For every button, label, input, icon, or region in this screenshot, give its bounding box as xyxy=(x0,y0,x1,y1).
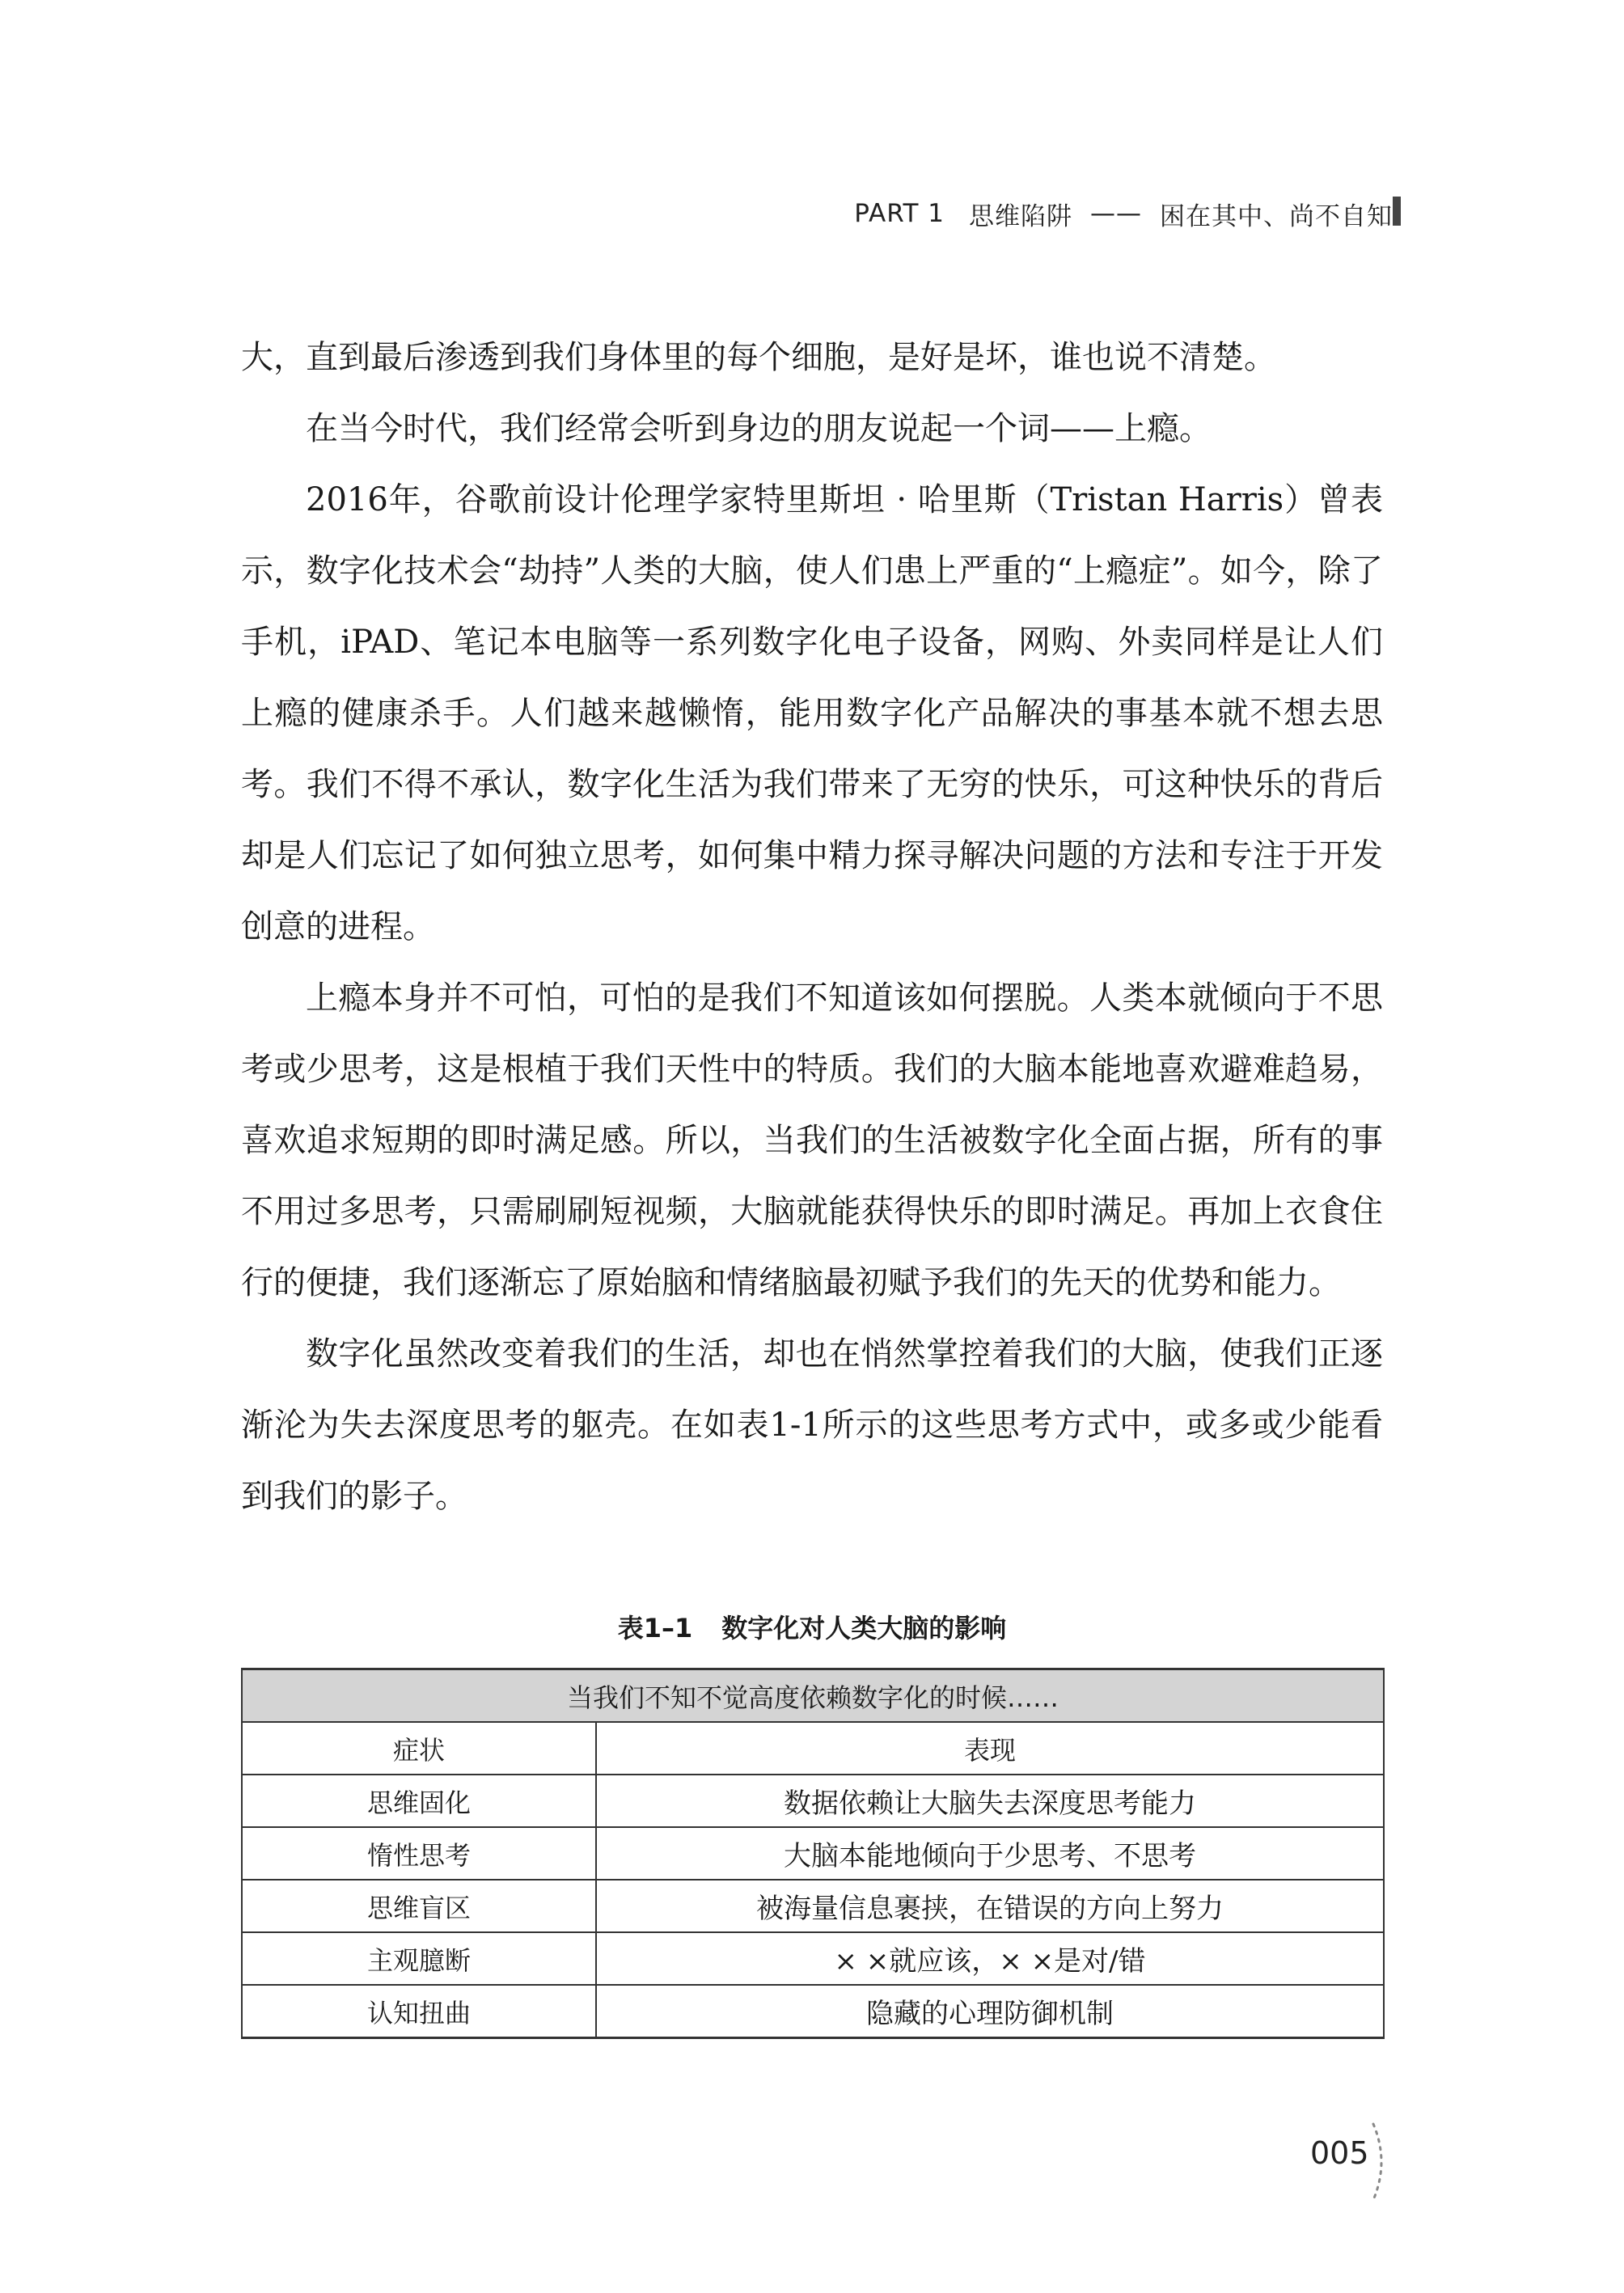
table-header-row xyxy=(242,1722,1384,1775)
paragraph: 数字化虽然改变着我们的生活，却也在悄然掌控着我们的大脑，使我们正逐渐沦为失去深度思考的躯壳。在如表1-1所示的这些思考方式中，或多或少能看到我们的影子。 xyxy=(241,1335,1383,1515)
digital-influence-table xyxy=(241,1668,1385,2039)
symptom-cell: 认知扭曲 xyxy=(242,1985,596,2038)
symptom-cell: 主观臆断 xyxy=(242,1932,596,1985)
paragraph-continued: 大，直到最后渗透到我们身体里的每个细胞，是好是坏，谁也说不清楚。 xyxy=(241,339,1276,376)
table-caption xyxy=(241,1608,1383,1645)
manifestation-cell: 数据依赖让大脑失去深度思考能力 xyxy=(596,1775,1384,1827)
dotted-arc-ornament xyxy=(1368,2117,1393,2206)
table-row xyxy=(242,1827,1384,1880)
header-chapter-title: 思维陷阱 xyxy=(969,201,1072,231)
manifestation-cell: 大脑本能地倾向于少思考、不思考 xyxy=(596,1827,1384,1880)
table-row xyxy=(242,1775,1384,1827)
table-row xyxy=(242,1880,1384,1932)
header-part-label: PART 1 xyxy=(854,199,945,228)
header-manifestation: 表现 xyxy=(596,1722,1384,1775)
manifestation-cell: × ×就应该，× ×是对/错 xyxy=(596,1932,1384,1985)
table-row xyxy=(242,1932,1384,1985)
header-symptom: 症状 xyxy=(242,1722,596,1775)
table-caption-number: 表1–1 xyxy=(617,1613,693,1644)
body-text xyxy=(241,322,1383,1532)
paragraph: 在当今时代，我们经常会听到身边的朋友说起一个词——上瘾。 xyxy=(306,410,1212,447)
page-number: 005 xyxy=(1310,2135,1369,2171)
symptom-cell: 思维盲区 xyxy=(242,1880,596,1932)
symptom-cell: 惰性思考 xyxy=(242,1827,596,1880)
table-title-cell: 当我们不知不觉高度依赖数字化的时候…… xyxy=(242,1669,1384,1723)
header-bar-mark xyxy=(1393,197,1401,226)
table-row xyxy=(242,1985,1384,2038)
header-subtitle: 困在其中、尚不自知 xyxy=(1160,201,1393,231)
table-title-row xyxy=(242,1669,1384,1723)
manifestation-cell: 隐藏的心理防御机制 xyxy=(596,1985,1384,2038)
running-header xyxy=(854,191,1393,236)
symptom-cell: 思维固化 xyxy=(242,1775,596,1827)
manifestation-cell: 被海量信息裹挟，在错误的方向上努力 xyxy=(596,1880,1384,1932)
header-dash: —— xyxy=(1090,199,1142,228)
table-caption-title: 数字化对人类大脑的影响 xyxy=(721,1613,1007,1644)
paragraph: 2016年，谷歌前设计伦理学家特里斯坦 · 哈里斯（Tristan Harris）曾表示，数字化技术会“劫持”人类的大脑，使人们患上严重的“上瘾症”。如今，除了手机，iPAD、笔记本电脑等一系列数字化电子设备，网购、外卖同样是让人们上瘾的健康杀手。人们越来越懒惰，能用数字化产品解决的事基本就不想去思考。我们不得不承认，数字化生活为我们带来了无穷的快乐，可这种快乐的背后却是人们忘记了如何独立思考，如何集中精力探寻解决问题的方法和专注于开发创意的进程。 xyxy=(241,481,1383,946)
paragraph: 上瘾本身并不可怕，可怕的是我们不知道该如何摆脱。人类本就倾向于不思考或少思考，这是根植于我们天性中的特质。我们的大脑本能地喜欢避难趋易，喜欢追求短期的即时满足感。所以，当我们的生活被数字化全面占据，所有的事不用过多思考，只需刷刷短视频，大脑就能获得快乐的即时满足。再加上衣食住行的便捷，我们逐渐忘了原始脑和情绪脑最初赋予我们的先天的优势和能力。 xyxy=(241,979,1383,1301)
